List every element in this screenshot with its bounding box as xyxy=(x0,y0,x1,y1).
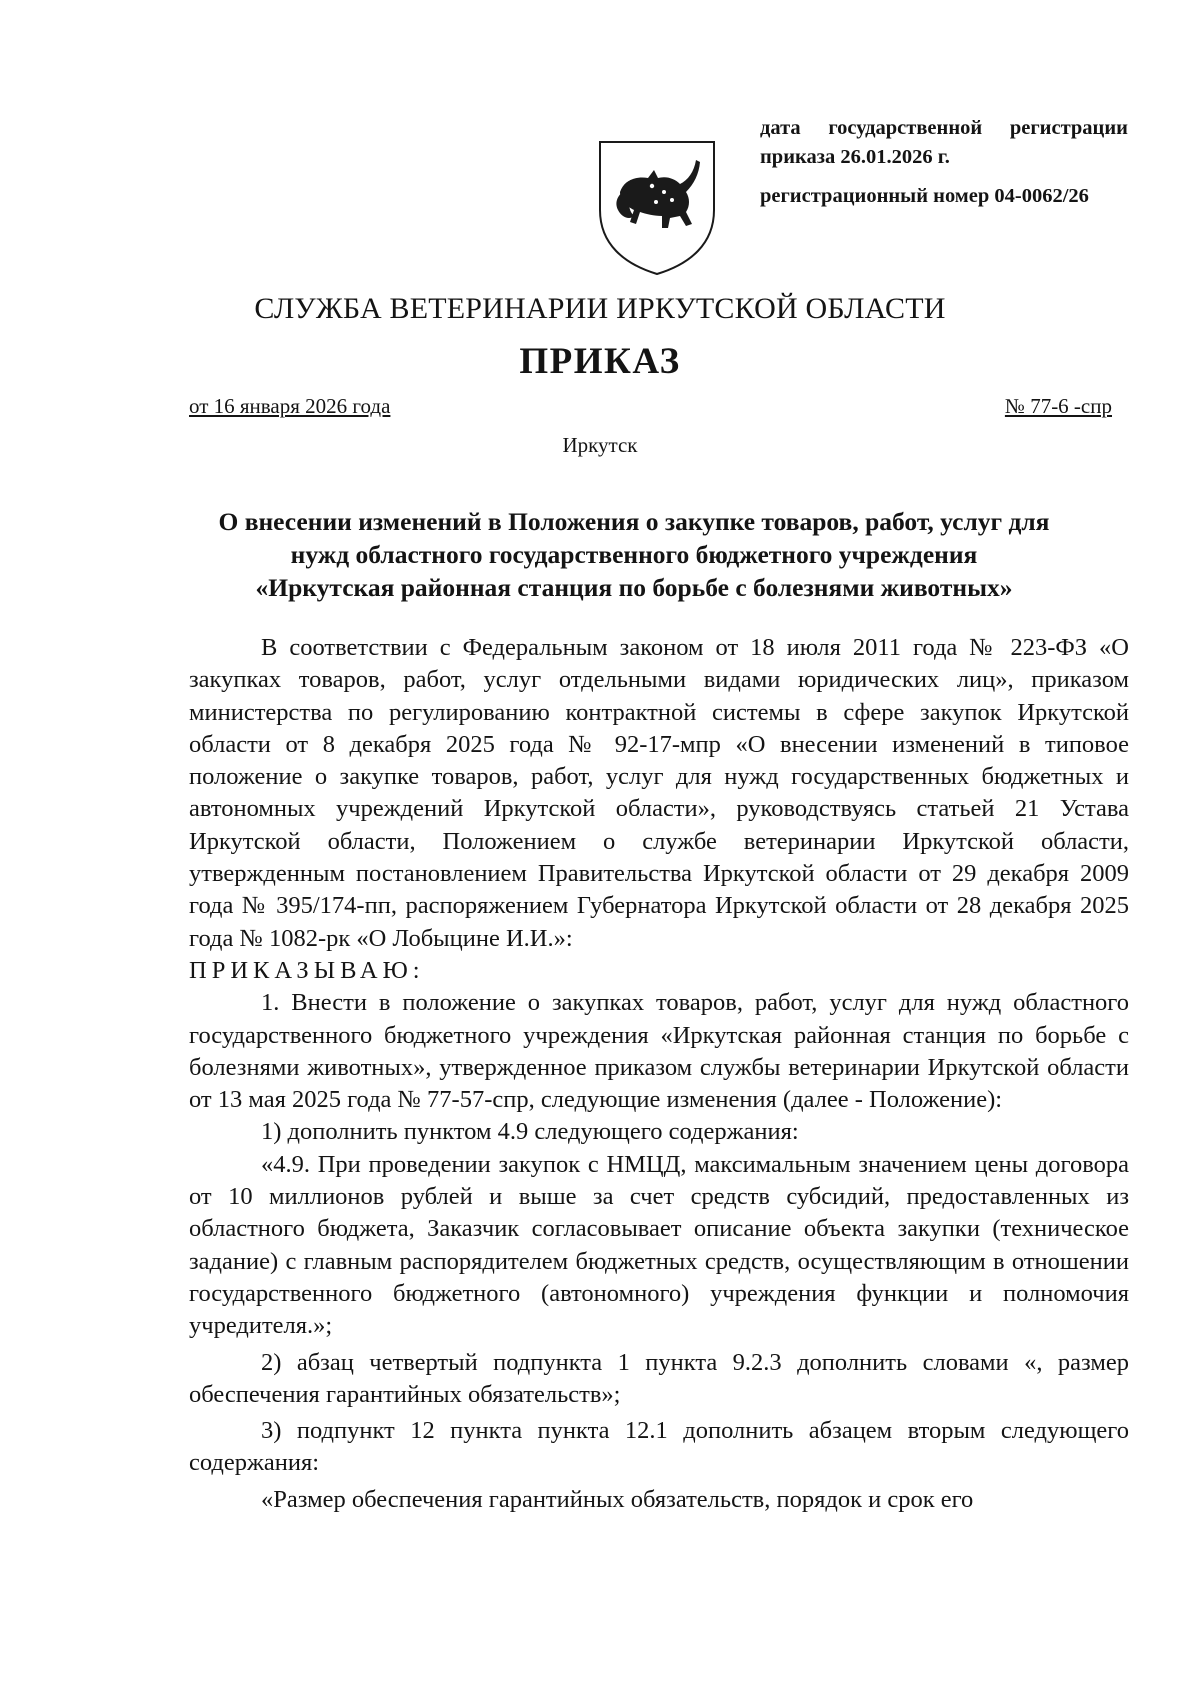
order-body xyxy=(189,632,1129,1516)
subitem-2-paragraph: 2) абзац четвертый подпункта 1 пункта 9.2.3 дополнить словами «, размер обеспечения гарантийных обязательств»; xyxy=(189,1348,1129,1408)
document-type-title: ПРИКАЗ xyxy=(519,341,681,382)
irkutsk-coat-of-arms-emblem xyxy=(596,136,718,276)
order-number: № 77-6 -спр xyxy=(1004,394,1112,418)
registration-number: регистрационный номер 04-0062/26 xyxy=(760,185,1089,207)
registration-date-line2: приказа 26.01.2026 г. xyxy=(760,146,950,168)
order-date: от 16 января 2026 года xyxy=(189,394,391,418)
subitem-1-paragraph: 1) дополнить пунктом 4.9 следующего содержания: xyxy=(261,1118,799,1146)
subitem-1-text: «4.9. При проведении закупок с НМЦД, максимальным значением цены договора от 10 миллионов рублей и выше за счет средств субсидий, предоставленных из областного бюджета, Заказчик согласовывает описание объекта закупки (техническое задание) с главным распорядителем бюджетных средств, осуществляющим в отношении государственного бюджетного (автономного) учреждения функции и полномочия учредителя.»; xyxy=(189,1150,1129,1340)
subject-line-1: О внесении изменений в Положения о закупке товаров, работ, услуг для xyxy=(218,507,1050,536)
subitem-3-text: «Размер обеспечения гарантийных обязательств, порядок и срок его xyxy=(261,1485,974,1513)
agency-name: СЛУЖБА ВЕТЕРИНАРИИ ИРКУТСКОЙ ОБЛАСТИ xyxy=(254,292,946,325)
registration-date-line1: дата государственной регистрации xyxy=(760,117,1128,139)
order-subject xyxy=(150,505,1118,604)
registration-block xyxy=(760,114,1128,211)
item-1-paragraph: 1. Внести в положение о закупках товаров, работ, услуг для нужд областного государственного бюджетного учреждения «Иркутская районная станция по борьбе с болезнями животных», утвержденное приказом службы ветеринарии Иркутской области от 13 мая 2025 года № 77-57-спр, следующие изменения (далее - Положение): xyxy=(189,989,1129,1114)
subject-line-2: нужд областного государственного бюджетного учреждения xyxy=(290,540,978,569)
order-directive: ПРИКАЗЫВАЮ: xyxy=(189,956,425,984)
subitem-3-paragraph: 3) подпункт 12 пункта пункта 12.1 дополнить абзацем вторым следующего содержания: xyxy=(189,1417,1129,1477)
subject-line-3: «Иркутская районная станция по борьбе с болезнями животных» xyxy=(255,573,1013,602)
preamble-paragraph: В соответствии с Федеральным законом от 18 июля 2011 года № 223-ФЗ «О закупках товаров, работ, услуг отдельными видами юридических лиц», приказом министерства по регулированию контрактной системы в сфере закупок Иркутской области от 8 декабря 2025 года № 92-17-мпр «О внесении изменений в типовое положение о закупке товаров, работ, услуг для нужд государственных бюджетных и автономных учреждений Иркутской области», руководствуясь статьей 21 Устава Иркутской области, Положением о службе ветеринарии Иркутской области, утвержденным постановлением Правительства Иркутской области от 29 декабря 2009 года № 395/174-пп, распоряжением Губернатора Иркутской области от 28 декабря 2025 года № 1082-рк «О Лобыцине И.И.»: xyxy=(189,634,1129,952)
order-city: Иркутск xyxy=(562,433,638,457)
